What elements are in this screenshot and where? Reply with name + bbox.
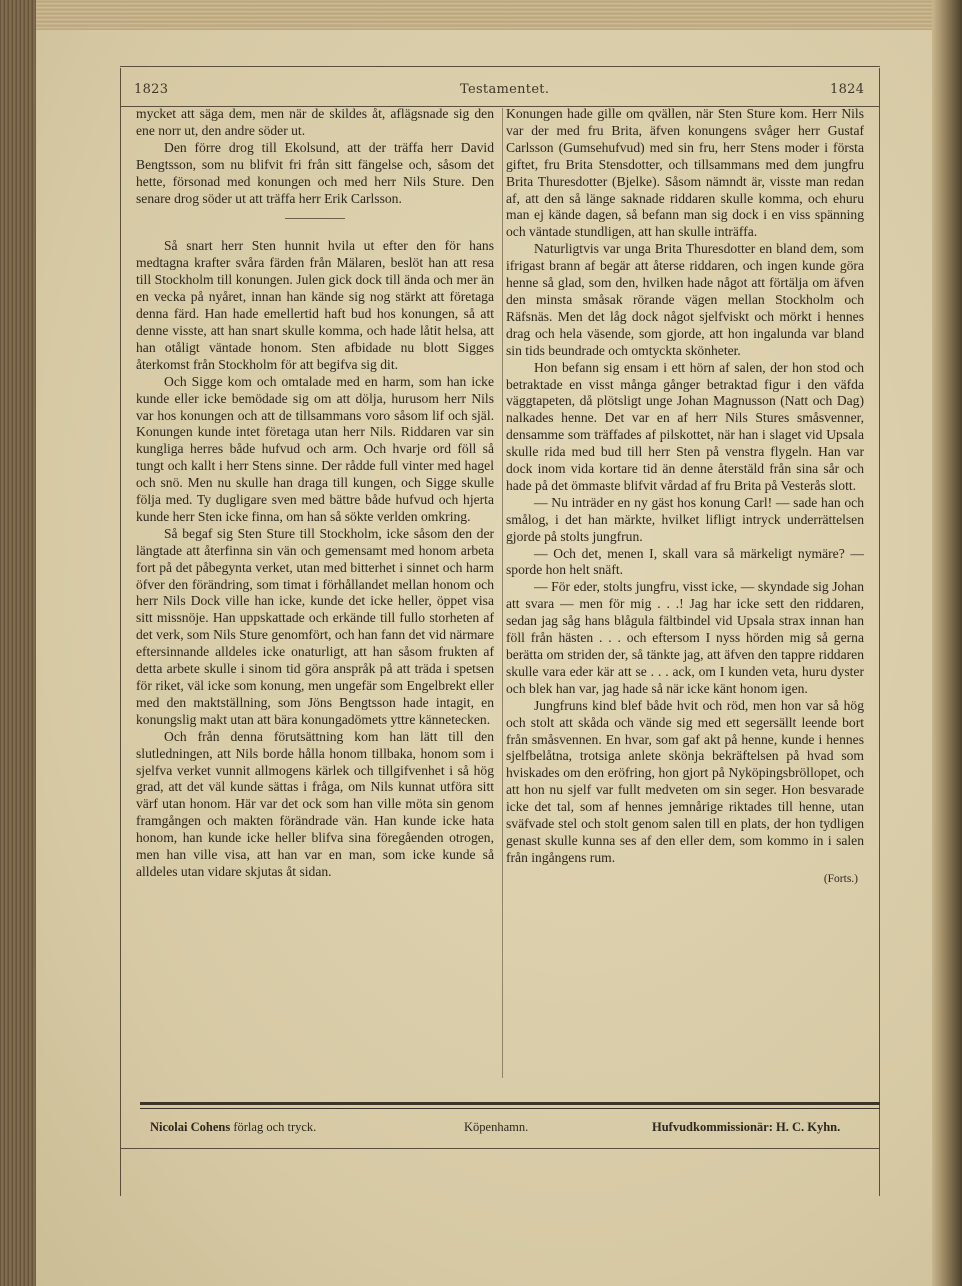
paragraph: Så begaf sig Sten Sture till Stockholm, icke såsom den der längtade att återfinna sin vän och gemensamt med honom arbeta fort på det påbegynta verket, utan med bitterhet i sinnet och harm öfver den förändring, som timat i förhållandet mellan honom och herr Nils Dock ville han icke, kunde det icke heller, öppet visa sitt missnöje. Han uppskattade och erkände till fullo storheten af det verk, som Nils Sture genomfört, och han fann det vid närmare eftersinnande alldeles icke onaturligt, att han såsom frukten af detta arbete skulle i sinom tid göra anspråk på att träda i spetsen för riket, väl icke som konung, men ungefär som Engelbrekt eller med den maktställning, som Jöns Bengtsson hade intagit, en konungslig makt utan att bära konungadömets yttre kännetecken. (136, 525, 494, 727)
left-page-number: 1823 (134, 82, 169, 97)
footer-city: Köpenhamn. (464, 1120, 529, 1134)
commission-name: H. C. Kyhn. (775, 1120, 841, 1134)
publisher-name: Nicolai Cohens (150, 1120, 231, 1134)
right-column (506, 106, 864, 888)
book-edge-left (0, 0, 36, 1286)
footer-commission (652, 1120, 840, 1135)
footer-rule-thin (140, 1108, 880, 1109)
running-title: Testamentet. (460, 82, 550, 97)
paragraph: Och från denna förutsättning kom han lätt till den slutledningen, att Nils borde hålla honom tillbaka, honom som i sjelfva verket vunnit allmogens kärlek och tillgifvenhet i så hög grad, att det väl kunde sättas i fråga, om Nils kunnat utföra sitt värf utan honom. Här var det ock som han ville möta sin genom framgången och makten förändrade vän. Han kunde icke hata honom, han kunde icke heller blifva sina föregåenden otrogen, men han ville visa, att han var en man, som icke kunde så alldeles utan vidare skjutas åt sidan. (136, 728, 494, 879)
column-divider (502, 108, 503, 1078)
right-page-number: 1824 (830, 82, 865, 97)
paragraph: — Nu inträder en ny gäst hos konung Carl! — sade han och smålog, i det han märkte, hvilket lifligt intryck underrättelsen gjorde på stolts jungfrun. (506, 494, 864, 544)
paragraph: Konungen hade gille om qvällen, när Sten Sture kom. Herr Nils var der med fru Brita, äfven konungens svåger herr Gustaf Carlsson (Gumsehufvud) med sin fru, herr Stens moder i första giftet, fru Brita Stensdotter, och tillsammans med dem jungfru Brita Thuresdotter (Bjelke). Såsom nämndt är, visste man redan af, att den så länge saknade riddaren skulle komma, och ehuru man ej kände dagen, så befann man sig dock i en viss spänning och väntade stundligen, att han skulle inträffa. (506, 106, 864, 240)
paragraph: mycket att säga dem, men när de skildes åt, aflägsnade sig den ene norr ut, den andre söder ut. (136, 106, 494, 138)
publisher-rest: förlag och tryck. (233, 1120, 317, 1134)
paragraph: — För eder, stolts jungfru, visst icke, — skyndade sig Johan att svara — men för mig . . .! Jag har icke sett den riddaren, sedan jag såg hans blågula fältbindel vid Upsala strax innan han föll från hästen . . . och eftersom I nyss hörden mig så gerna berätta om striden der, så tänkte jag, att äfven den tappre riddaren skulle vara eder kär att se . . . ack, om I kunden veta, huru dyster och blek han var, jag hade så när icke känt honom igen. (506, 579, 864, 696)
commission-label: Hufvudkommissionär: (652, 1120, 773, 1134)
paragraph: Jungfruns kind blef både hvit och röd, men hon var så hög och stolt att skåda och vände sig med ett segersällt leende bort från småsvennen. En hvar, som gaf akt på henne, kunde i hennes sjelfbelåtna, trotsiga anlete skönja bekräftelsen på hvad som hviskades om den eröfring, hon gjort på Nyköpingsbröllopet, och att hon nu sjelf var fullt medveten om sin seger. Hon besvarade icke det tal, som af hennes jemnårige riktades till henne, utan sväfvade stel och stolt genom salen till en plats, der hon tydligen genast skulle kunna ses af den eller dem, som kommo in i salen från ingångens rum. (506, 697, 864, 865)
paragraph: Så snart herr Sten hunnit hvila ut efter den för hans medtagna krafter svåra färden från Mälaren, beslöt han att resa till Stockholm till konungen. Julen gick dock till ända och mer än en vecka på nyåret, innan han kände sig nog stärkt att företaga denna färd. Han hade emellertid haft bud hos konungen, så att denne visste, att han snart skulle komma, och hade låtit helsa, att han otåligt väntade honom. Sten afbidade nu blott Sigges återkomst från Stockholm för att begifva sig dit. (136, 238, 494, 372)
section-separator (285, 218, 345, 219)
paragraph: Och Sigge kom och omtalade med en harm, som han icke kunde eller icke bemödade sig om att dölja, hurusom herr Nils var hos konungen och att de tillsammans voro såsom lif och själ. Konungen kunde intet företaga utan herr Nils. Riddaren var sin kungliga herres både hufvud och arm. Och hvarje ord föll så tungt och kallt i herr Stens sinne. Der rådde full vinter med hagel och snö. Men nu skulle han draga till kungen, och Sigge skulle följa med. Ty dugligare sven med bättre både hufvud och hjerta kunde herr Sten icke finna, om han så sökte verlden omkring. (136, 373, 494, 524)
left-column (136, 106, 494, 881)
header-rule-top (120, 66, 880, 67)
footer-rule-thick (140, 1102, 880, 1105)
bottom-rule (120, 1148, 880, 1149)
paragraph: Hon befann sig ensam i ett hörn af salen, der hon stod och betraktade en visst många gånger betraktad figur i den väfda väggtapeten, då plötsligt unge Johan Magnusson (Natt och Dag) nalkades henne. Det var en af herr Nils Stures småsvenner, densamme som träffades af pilskottet, när han i slaget vid Upsala skulle rida med bud till herr Sten på venstra flygeln. Han var dock inom vida kortare tid än denne återstäld från sina sår och hade på det ömmaste blifvit vårdad af fru Brita på Vesterås slott. (506, 359, 864, 493)
paragraph: — Och det, menen I, skall vara så märkeligt nymäre? — sporde hon helt snäft. (506, 545, 864, 578)
continuation-note: (Forts.) (823, 872, 858, 885)
book-edge-right (932, 0, 962, 1286)
paragraph: Naturligtvis var unga Brita Thuresdotter en bland dem, som ifrigast brann af begär att återse riddaren, och ingen kunde göra henne så glad, som den, hvilken hade något att förtälja om äfven den minsta småsak rörande vägen mellan Stockholm och Räfsnäs. Men det låg dock något sjelfviskt och mörkt i hennes drag och hela väsende, som gjorde, att hon ingalunda var bland sin tids beundrade och omtyckta skönheter. (506, 241, 864, 358)
paragraph: Den förre drog till Ekolsund, att der träffa herr David Bengtsson, som nu blifvit fri från sitt fängelse och, såsom det hette, försonad med konungen och med herr Nils Sture. Den senare drog söder ut att träffa herr Erik Carlsson. (136, 139, 494, 206)
footer-publisher (150, 1120, 316, 1135)
book-edge-top (36, 0, 932, 34)
